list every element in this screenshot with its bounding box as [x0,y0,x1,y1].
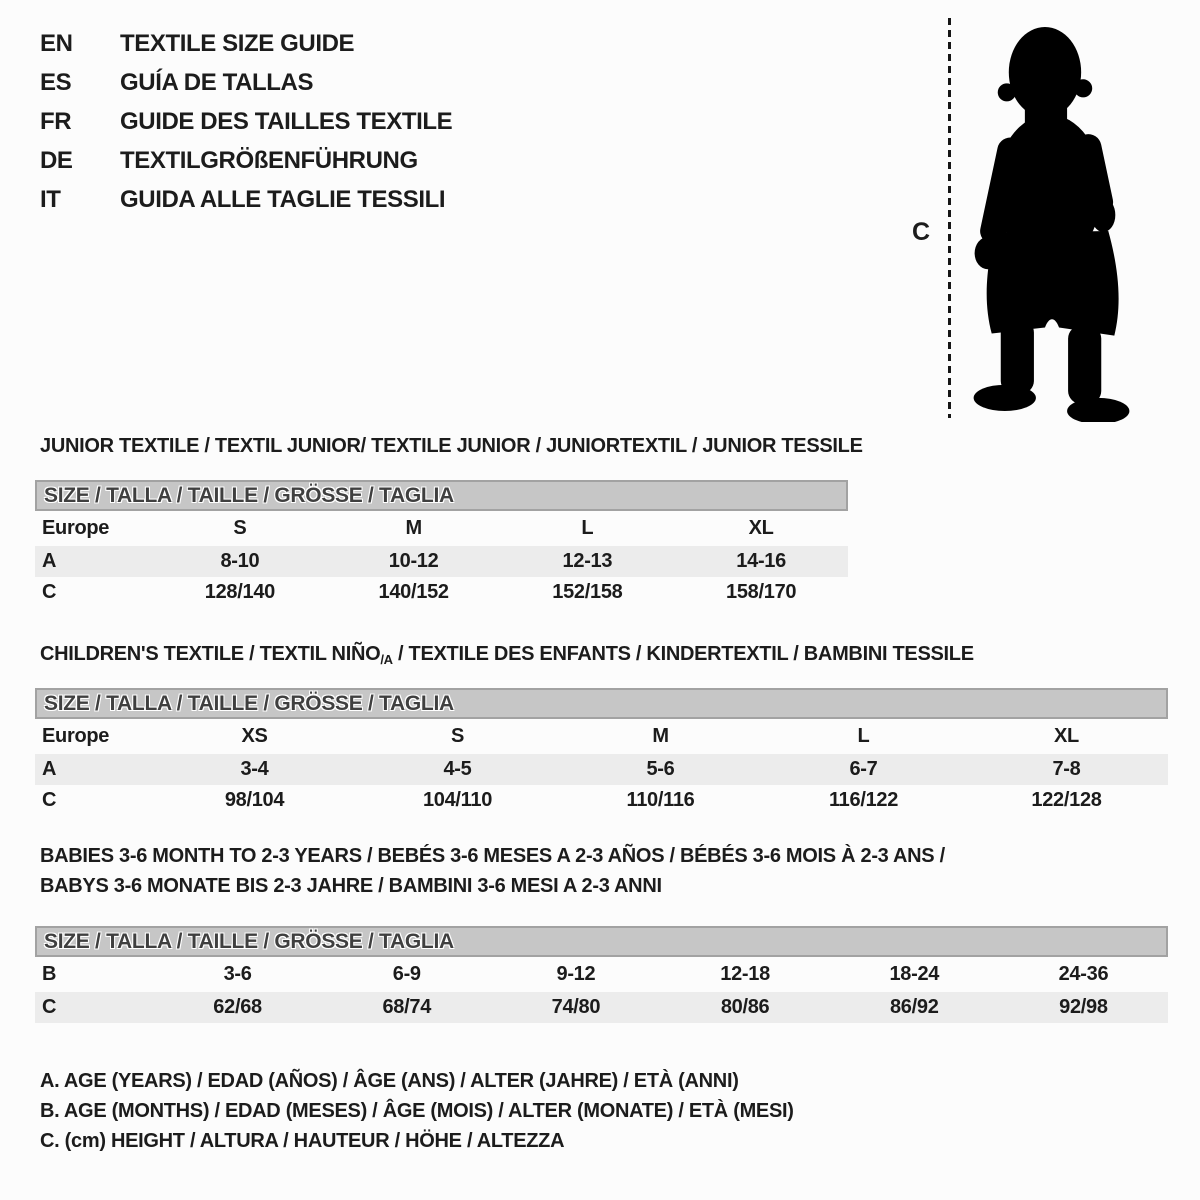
height-cell: 104/110 [422,789,493,811]
row-label: C [42,581,57,603]
children-row-europe [35,719,1168,754]
months-cell: 9-12 [556,963,596,985]
language-title-list [40,30,452,214]
children-title-pre: CHILDREN'S TEXTILE / TEXTIL NIÑO [40,643,381,665]
height-cell: 98/104 [224,789,285,811]
junior-section-title: JUNIOR TEXTILE / TEXTIL JUNIOR/ TEXTILE JUNIOR / JUNIORTEXTIL / JUNIOR TESSILE [40,435,863,457]
age-cell: 7-8 [1052,758,1081,780]
months-cell: 6-9 [392,963,421,985]
legend-line-a: A. AGE (YEARS) / EDAD (AÑOS) / ÂGE (ANS) / ALTER (JAHRE) / ETÀ (ANNI) [40,1070,739,1092]
babies-row-months [35,957,1168,992]
age-cell: 5-6 [646,758,675,780]
height-cell: 86/92 [889,996,939,1018]
junior-row-europe [35,511,848,546]
size-cell: L [581,517,594,539]
height-cell: 68/74 [382,996,432,1018]
babies-size-table [35,926,1168,1023]
row-label: A [42,550,57,572]
row-label: C [42,789,57,811]
size-cell: M [405,517,422,539]
row-label: Europe [42,725,110,747]
months-cell: 12-18 [720,963,770,985]
children-title-sub: /A [380,652,393,667]
height-cell: 62/68 [213,996,262,1018]
children-section-title [40,643,974,667]
size-cell: M [652,725,669,747]
children-size-table [35,688,1168,816]
height-cell: 74/80 [551,996,601,1018]
junior-size-header-bar: SIZE / TALLA / TAILLE / GRÖSSE / TAGLIA [35,480,848,511]
legend-line-c: C. (cm) HEIGHT / ALTURA / HAUTEUR / HÖHE / ALTEZZA [40,1130,565,1152]
measure-label-c: C [912,218,931,246]
babies-size-header-bar: SIZE / TALLA / TAILLE / GRÖSSE / TAGLIA [35,926,1168,957]
junior-size-table [35,480,848,608]
babies-section-title-line1: BABIES 3-6 MONTH TO 2-3 YEARS / BEBÉS 3-6 MESES A 2-3 AÑOS / BÉBÉS 3-6 MOIS À 2-3 ANS / [40,845,945,867]
age-cell: 4-5 [443,758,472,780]
lang-row-de [40,147,452,175]
height-cell: 80/86 [720,996,770,1018]
months-cell: 3-6 [223,963,252,985]
row-label: Europe [42,517,110,539]
row-label: A [42,758,57,780]
height-cell: 158/170 [726,581,797,603]
height-cell: 152/158 [552,581,623,603]
babies-row-height [35,992,1168,1023]
height-cell: 116/122 [828,789,899,811]
children-row-height [35,785,1168,816]
lang-code: FR [40,108,72,135]
age-cell: 12-13 [562,550,613,572]
age-cell: 6-7 [849,758,878,780]
lang-code: ES [40,69,72,96]
height-measure-dashed-line [948,18,951,418]
age-cell: 10-12 [388,550,439,572]
size-cell: L [857,725,870,747]
lang-title: GUIDA ALLE TAGLIE TESSILI [120,186,446,213]
age-cell: 3-4 [240,758,269,780]
junior-row-height [35,577,848,608]
measurement-legend [40,1066,794,1156]
babies-section-title-line2: BABYS 3-6 MONATE BIS 2-3 JAHRE / BAMBINI 3-6 MESI A 2-3 ANNI [40,875,662,897]
lang-row-en [40,30,452,58]
height-cell: 140/152 [378,581,449,603]
lang-code: DE [40,147,73,174]
size-cell: XL [748,517,774,539]
size-cell: S [450,725,465,747]
age-cell: 8-10 [220,550,260,572]
children-title-post: / TEXTILE DES ENFANTS / KINDERTEXTIL / BAMBINI TESSILE [392,643,974,665]
lang-code: IT [40,186,61,213]
children-size-header-bar: SIZE / TALLA / TAILLE / GRÖSSE / TAGLIA [35,688,1168,719]
lang-title: GUÍA DE TALLAS [120,69,314,96]
size-cell: S [233,517,247,539]
lang-code: EN [40,30,73,57]
lang-title: TEXTILGRÖßENFÜHRUNG [120,147,418,174]
size-cell: XL [1054,725,1079,747]
lang-title: TEXTILE SIZE GUIDE [120,30,355,57]
toddler-silhouette-image [960,20,1140,422]
months-cell: 18-24 [889,963,940,985]
lang-row-it [40,186,452,214]
lang-row-es [40,69,452,97]
months-cell: 24-36 [1058,963,1109,985]
legend-line-b: B. AGE (MONTHS) / EDAD (MESES) / ÂGE (MOIS) / ALTER (MONATE) / ETÀ (MESI) [40,1100,794,1122]
junior-row-age [35,546,848,577]
height-cell: 128/140 [204,581,275,603]
height-cell: 92/98 [1059,996,1108,1018]
row-label: B [42,963,57,985]
row-label: C [42,996,57,1018]
lang-title: GUIDE DES TAILLES TEXTILE [120,108,453,135]
height-cell: 110/116 [626,789,695,811]
size-cell: XS [241,725,268,747]
lang-row-fr [40,108,452,136]
age-cell: 14-16 [736,550,786,572]
height-cell: 122/128 [1031,789,1102,811]
children-row-age [35,754,1168,785]
